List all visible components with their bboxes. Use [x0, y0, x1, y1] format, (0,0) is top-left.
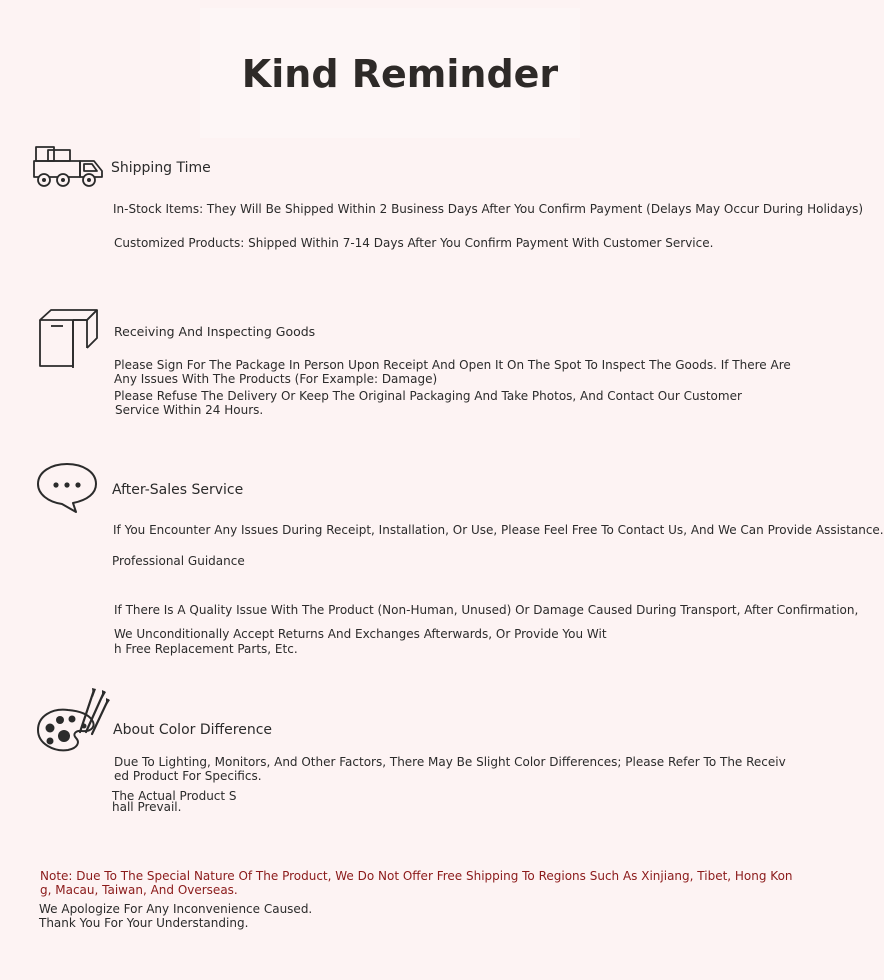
receiving-line-3: Please Refuse The Delivery Or Keep The Original Packaging And Take Photos, And Contact Our Customer	[114, 389, 742, 403]
shipping-in-stock-text: In-Stock Items: They Will Be Shipped Within 2 Business Days After You Confirm Payment (Delays May Occur During Holidays)	[113, 202, 864, 216]
receiving-line-2: Any Issues With The Products (For Example: Damage)	[114, 372, 438, 386]
after-sales-line-1: If You Encounter Any Issues During Receipt, Installation, Or Use, Please Feel Free To Contact Us, And We Can Provide Assistance.	[113, 523, 884, 537]
speech-bubble-icon	[36, 462, 100, 514]
color-line-2: ed Product For Specifics.	[114, 769, 262, 783]
after-sales-line-5: h Free Replacement Parts, Etc.	[114, 642, 298, 656]
truck-icon	[30, 144, 106, 190]
color-line-1: Due To Lighting, Monitors, And Other Factors, There May Be Slight Color Differences; Please Refer To The Receiv	[114, 755, 786, 769]
after-sales-heading: After-Sales Service	[112, 482, 244, 498]
receiving-heading: Receiving And Inspecting Goods	[114, 324, 316, 339]
shipping-note-line-2: g, Macau, Taiwan, And Overseas.	[40, 883, 238, 897]
apology-line-1: We Apologize For Any Inconvenience Caused.	[39, 902, 313, 916]
page-title: Kind Reminder	[241, 52, 559, 96]
shipping-heading: Shipping Time	[111, 160, 211, 176]
shipping-customized-text: Customized Products: Shipped Within 7-14 Days After You Confirm Payment With Customer Service.	[114, 236, 714, 250]
shipping-note-line-1: Note: Due To The Special Nature Of The Product, We Do Not Offer Free Shipping To Regions Such As Xinjiang, Tibet, Hong Kon	[40, 869, 793, 883]
after-sales-line-2: Professional Guidance	[112, 554, 245, 568]
palette-icon	[36, 686, 112, 756]
color-prevail-line-1: The Actual Product S	[112, 789, 237, 803]
receiving-line-1: Please Sign For The Package In Person Upon Receipt And Open It On The Spot To Inspect The Goods. If There Are	[114, 358, 791, 372]
color-prevail-line-2: hall Prevail.	[112, 800, 182, 814]
apology-line-2: Thank You For Your Understanding.	[39, 916, 249, 930]
after-sales-line-3: If There Is A Quality Issue With The Product (Non-Human, Unused) Or Damage Caused During Transport, After Confirmation,	[114, 603, 859, 617]
receiving-line-4: Service Within 24 Hours.	[115, 403, 264, 417]
color-heading: About Color Difference	[113, 722, 273, 738]
after-sales-line-4: We Unconditionally Accept Returns And Exchanges Afterwards, Or Provide You Wit	[114, 627, 607, 641]
box-icon	[37, 308, 101, 372]
